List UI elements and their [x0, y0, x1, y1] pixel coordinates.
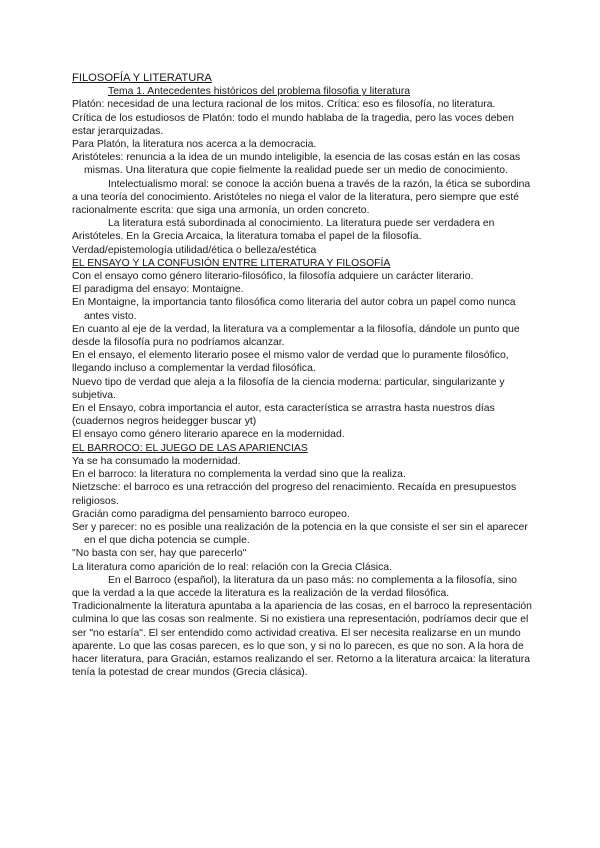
paragraph: Nietzsche: el barroco es una retracción del progreso del renacimiento. Recaída en presupuestos religiosos.: [72, 482, 517, 507]
section-heading: EL BARROCO: EL JUEGO DE LAS APARIENCIAS: [72, 442, 308, 454]
paragraph: La literatura está subordinada al conocimiento. La literatura puede ser verdadera en Aristóteles. En la Grecia Arcaica, la literatura tomaba el papel de la filosofía.: [72, 218, 495, 243]
paragraph: En el Barroco (español), la literatura da un paso más: no complementa a la filosofía, sino que la verdad a la que accede la literatura es la realización de la verdad filosófica.: [72, 574, 517, 599]
paragraph: En el barroco: la literatura no complementa la verdad sino que la realiza.: [72, 469, 406, 481]
paragraph: "No basta con ser, hay que parecerlo": [72, 548, 247, 560]
document-page: [72, 72, 532, 679]
paragraph: Con el ensayo como género literario-filosófico, la filosofía adquiere un carácter literario.: [72, 271, 474, 283]
paragraph: Platón: necesidad de una lectura racional de los mitos. Crítica: eso es filosofía, no literatura.: [72, 99, 496, 111]
paragraph: Intelectualismo moral: se conoce la acción buena a través de la razón, la ética se subordina a una teoría del conocimiento. Aristóteles no niega el valor de la literatura, pero siempre que esté racionalmente escrita: que siga una armonía, un orden concreto.: [72, 178, 531, 217]
document-subtitle: Tema 1. Antecedentes históricos del problema filosofia y literatura: [108, 86, 411, 98]
paragraph: En el Ensayo, cobra importancia el autor, esta característica se arrastra hasta nuestros días (cuadernos negros heidegger buscar yt): [72, 403, 495, 428]
paragraph: En el ensayo, el elemento literario posee el mismo valor de verdad que lo puramente filosófico, llegando incluso a complementar la verdad filosófica.: [72, 350, 509, 375]
paragraph: El ensayo como género literario aparece en la modernidad.: [72, 429, 345, 441]
paragraph: Verdad/epistemología utilidad/ética o belleza/estética: [72, 244, 317, 256]
section-heading: EL ENSAYO Y LA CONFUSIÓN ENTRE LITERATURA Y FILOSOFÍA: [72, 257, 391, 269]
paragraph: Ser y parecer: no es posible una realización de la potencia en la que consiste el ser sin el aparecer en el que dicha potencia se cumple.: [72, 521, 528, 547]
document-title: FILOSOFÍA Y LITERATURA: [72, 72, 212, 84]
paragraph: Gracián como paradigma del pensamiento barroco europeo.: [72, 508, 350, 520]
paragraph: Crítica de los estudiosos de Platón: todo el mundo hablaba de la tragedia, pero las voces deben estar jerarquizadas.: [72, 112, 514, 137]
paragraph: Aristóteles: renuncia a la idea de un mundo inteligible, la esencia de las cosas están en las cosas mismas. Una literatura que copie fielmente la realidad puede ser un medio de conocimiento.: [72, 152, 521, 177]
paragraph: Ya se ha consumado la modernidad.: [72, 455, 241, 467]
paragraph: Nuevo tipo de verdad que aleja a la filosofía de la ciencia moderna: particular, singularizante y subjetiva.: [72, 376, 505, 401]
paragraph: Tradicionalmente la literatura apuntaba a la apariencia de las cosas, en el barroco la representación culmina lo que las cosas son realmente. Si no existiera una representación, podríamos decir que el ser "no estaría". El ser entendido como actividad creativa. El ser necesita realizarse en un mundo aparente. Lo que las cosas parecen, es lo que son, y si no lo parecen, es que no son. A la hora de hacer literatura, para Gracián, estamos realizando el ser. Retorno a la literatura arcaica: la literatura tenía la potestad de crear mundos (Grecia clásica).: [72, 601, 532, 679]
paragraph: Para Platón, la literatura nos acerca a la democracia.: [72, 139, 317, 151]
paragraph: En Montaigne, la importancia tanto filosófica como literaria del autor cobra un papel como nunca antes visto.: [72, 297, 516, 322]
paragraph: En cuanto al eje de la verdad, la literatura va a complementar a la filosofía, dándole un punto que desde la filosofía pura no podríamos alcanzar.: [72, 323, 520, 349]
paragraph: El paradigma del ensayo: Montaigne.: [72, 284, 244, 296]
paragraph: La literatura como aparición de lo real: relación con la Grecia Clásica.: [72, 561, 392, 573]
